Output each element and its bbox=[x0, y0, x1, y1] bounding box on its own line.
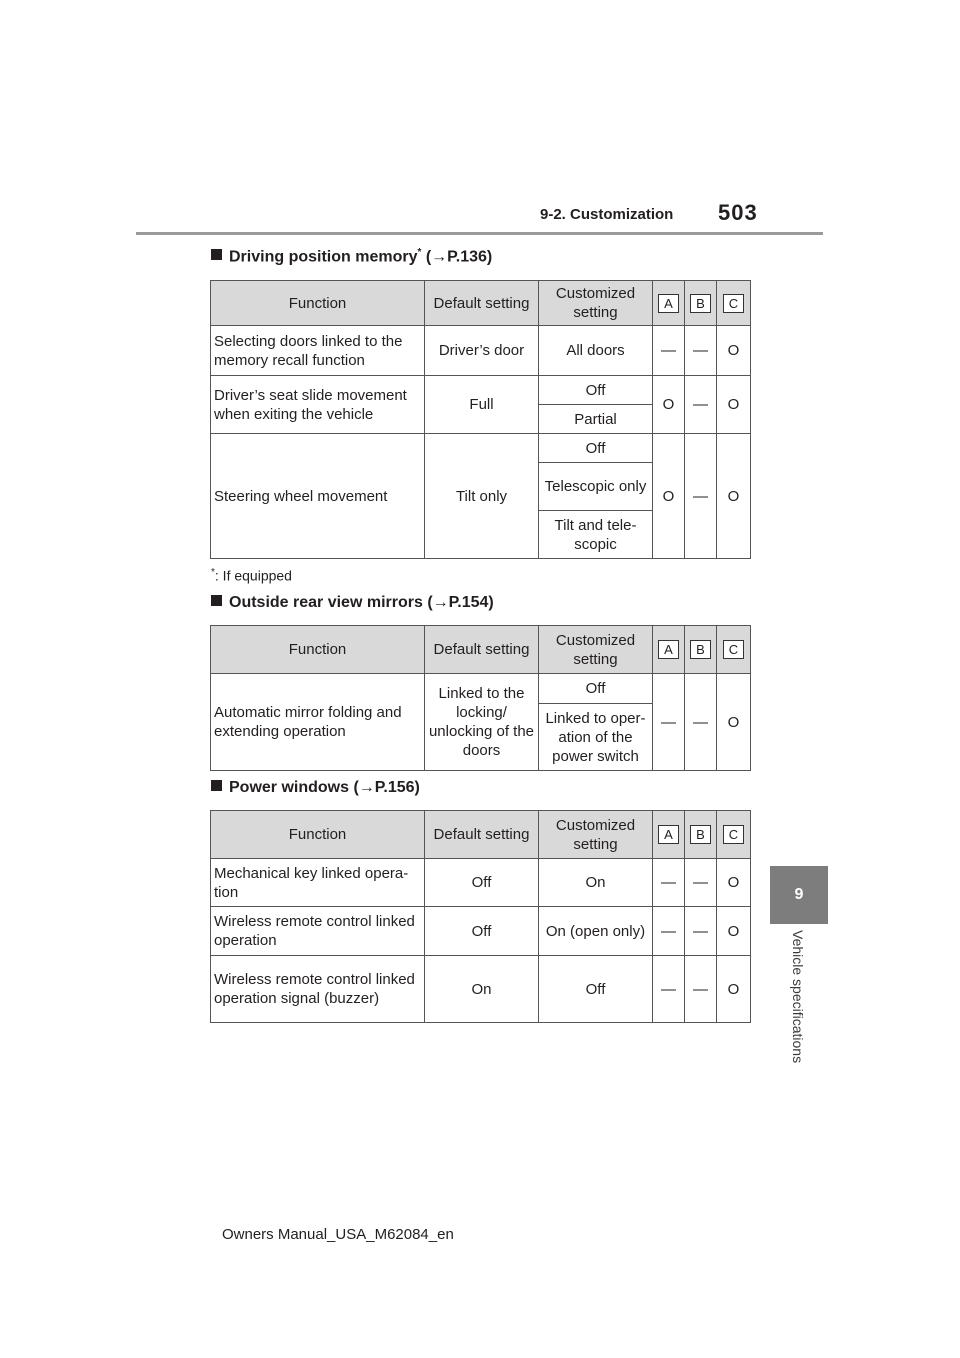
cell-custom: On bbox=[539, 859, 653, 907]
cell-c: O bbox=[717, 956, 751, 1023]
chapter-tab[interactable] bbox=[770, 866, 828, 924]
cell-custom: Off bbox=[539, 434, 653, 463]
col-header-custom: Customized setting bbox=[539, 626, 653, 674]
col-header-a: A bbox=[658, 294, 679, 313]
col-header-b: B bbox=[690, 640, 711, 659]
cell-b: — bbox=[685, 376, 717, 434]
cell-default: Driver’s door bbox=[425, 326, 539, 376]
table-header-row bbox=[211, 626, 751, 674]
cell-b: — bbox=[685, 674, 717, 771]
cell-a: — bbox=[653, 907, 685, 956]
cell-b: — bbox=[685, 859, 717, 907]
cell-function: Wireless remote control linked operation bbox=[211, 907, 425, 956]
cell-c: O bbox=[717, 907, 751, 956]
col-header-c: C bbox=[723, 825, 744, 844]
footnote: *: If equipped bbox=[211, 567, 292, 584]
chapter-number: 9 bbox=[794, 886, 804, 903]
cell-b: — bbox=[685, 956, 717, 1023]
footer-document-id: Owners Manual_USA_M62084_en bbox=[222, 1226, 454, 1243]
cell-b: — bbox=[685, 326, 717, 376]
cell-custom: Telescopic only bbox=[539, 463, 653, 511]
cell-a: — bbox=[653, 326, 685, 376]
col-header-default: Default setting bbox=[425, 281, 539, 326]
section-header: 9-2. Customization bbox=[540, 206, 674, 223]
page-reference-link[interactable]: (→P.154) bbox=[427, 594, 494, 611]
cell-a: — bbox=[653, 859, 685, 907]
cell-function: Selecting doors linked to the memory recall function bbox=[211, 326, 425, 376]
cell-custom: Tilt and tele-scopic bbox=[539, 511, 653, 559]
table-row bbox=[211, 859, 751, 907]
cell-a: O bbox=[653, 376, 685, 434]
cell-function: Steering wheel movement bbox=[211, 434, 425, 559]
cell-default: Linked to the locking/ unlocking of the doors bbox=[425, 674, 539, 771]
cell-custom: Linked to oper-ation of the power switch bbox=[539, 704, 653, 771]
table-row bbox=[211, 434, 751, 463]
col-header-a: A bbox=[658, 640, 679, 659]
cell-b: — bbox=[685, 434, 717, 559]
cell-function: Mechanical key linked opera-tion bbox=[211, 859, 425, 907]
table-outside-rear-view-mirrors bbox=[210, 625, 751, 771]
col-header-custom: Customized setting bbox=[539, 281, 653, 326]
cell-default: Off bbox=[425, 859, 539, 907]
cell-c: O bbox=[717, 434, 751, 559]
cell-c: O bbox=[717, 376, 751, 434]
section-title-driving-position: Driving position memory* (→P.136) bbox=[211, 247, 492, 266]
cell-c: O bbox=[717, 859, 751, 907]
section-title-power-windows: Power windows (→P.156) bbox=[211, 779, 420, 797]
chapter-side-label: Vehicle specifications bbox=[790, 930, 806, 1064]
cell-custom: Off bbox=[539, 956, 653, 1023]
col-header-c: C bbox=[723, 640, 744, 659]
cell-a: — bbox=[653, 674, 685, 771]
col-header-b: B bbox=[690, 825, 711, 844]
col-header-function: Function bbox=[211, 281, 425, 326]
cell-a: O bbox=[653, 434, 685, 559]
table-header-row bbox=[211, 811, 751, 859]
page-reference-link[interactable]: (→P.136) bbox=[425, 248, 493, 266]
col-header-custom: Customized setting bbox=[539, 811, 653, 859]
cell-default: Full bbox=[425, 376, 539, 434]
cell-c: O bbox=[717, 674, 751, 771]
page-reference-link[interactable]: (→P.156) bbox=[353, 779, 420, 796]
section-title-outside-mirrors: Outside rear view mirrors (→P.154) bbox=[211, 594, 494, 612]
cell-function: Wireless remote control linked operation signal (buzzer) bbox=[211, 956, 425, 1023]
table-row bbox=[211, 376, 751, 405]
table-power-windows bbox=[210, 810, 751, 1023]
col-header-function: Function bbox=[211, 626, 425, 674]
table-row bbox=[211, 326, 751, 376]
col-header-b: B bbox=[690, 294, 711, 313]
header-rule bbox=[136, 232, 823, 235]
cell-c: O bbox=[717, 326, 751, 376]
cell-function: Automatic mirror folding and extending operation bbox=[211, 674, 425, 771]
col-header-a: A bbox=[658, 825, 679, 844]
col-header-default: Default setting bbox=[425, 626, 539, 674]
cell-function: Driver’s seat slide movement when exiting the vehicle bbox=[211, 376, 425, 434]
cell-custom: All doors bbox=[539, 326, 653, 376]
col-header-c: C bbox=[723, 294, 744, 313]
table-row bbox=[211, 956, 751, 1023]
table-row bbox=[211, 674, 751, 704]
table-header-row bbox=[211, 281, 751, 326]
page-number: 503 bbox=[718, 200, 758, 225]
square-bullet-icon bbox=[211, 780, 222, 791]
cell-a: — bbox=[653, 956, 685, 1023]
table-driving-position-memory bbox=[210, 280, 751, 559]
cell-default: On bbox=[425, 956, 539, 1023]
col-header-function: Function bbox=[211, 811, 425, 859]
square-bullet-icon bbox=[211, 249, 222, 260]
col-header-default: Default setting bbox=[425, 811, 539, 859]
square-bullet-icon bbox=[211, 595, 222, 606]
cell-custom: Off bbox=[539, 674, 653, 704]
cell-custom: Off bbox=[539, 376, 653, 405]
cell-b: — bbox=[685, 907, 717, 956]
cell-custom: Partial bbox=[539, 405, 653, 434]
table-row bbox=[211, 907, 751, 956]
cell-default: Off bbox=[425, 907, 539, 956]
cell-custom: On (open only) bbox=[539, 907, 653, 956]
cell-default: Tilt only bbox=[425, 434, 539, 559]
